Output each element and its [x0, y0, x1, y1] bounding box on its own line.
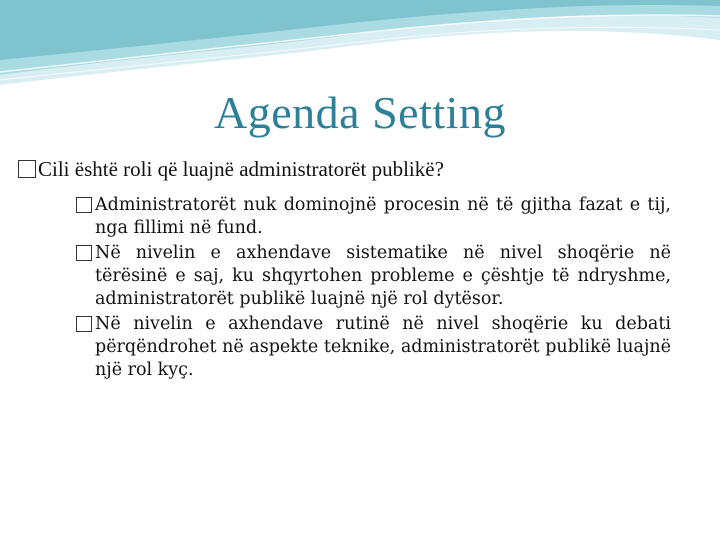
- sub-bullet-item: [76, 313, 671, 382]
- slide-title: Agenda Setting: [214, 87, 506, 138]
- sub-bullet-item: [76, 194, 671, 240]
- bullet-box-icon: [76, 245, 92, 261]
- sub-bullet-text: Në nivelin e axhendave rutinë në nivel shoqërie ku debati përqëndrohet në aspekte teknike, administratorët publikë luajnë një rol kyç.: [95, 314, 671, 380]
- main-bullet-text: Cili është roli që luajnë administratorët publikë?: [38, 157, 444, 181]
- sub-bullet-text: Administratorët nuk dominojnë procesin në të gjitha fazat e tij, nga fillimi në fund.: [95, 195, 671, 238]
- sub-bullet-text: Në nivelin e axhendave sistematike në nivel shoqërie në tërësinë e saj, ku shqyrtohen probleme e çështje të ndryshme, administratorët publikë luajnë një rol dytësor.: [95, 243, 671, 309]
- sub-bullet-item: [76, 242, 671, 311]
- bullet-box-icon: [76, 197, 92, 213]
- bullet-box-icon: [76, 316, 92, 332]
- main-bullet: [18, 157, 698, 182]
- bullet-box-icon: [18, 160, 36, 178]
- sub-bullet-list: [76, 194, 671, 384]
